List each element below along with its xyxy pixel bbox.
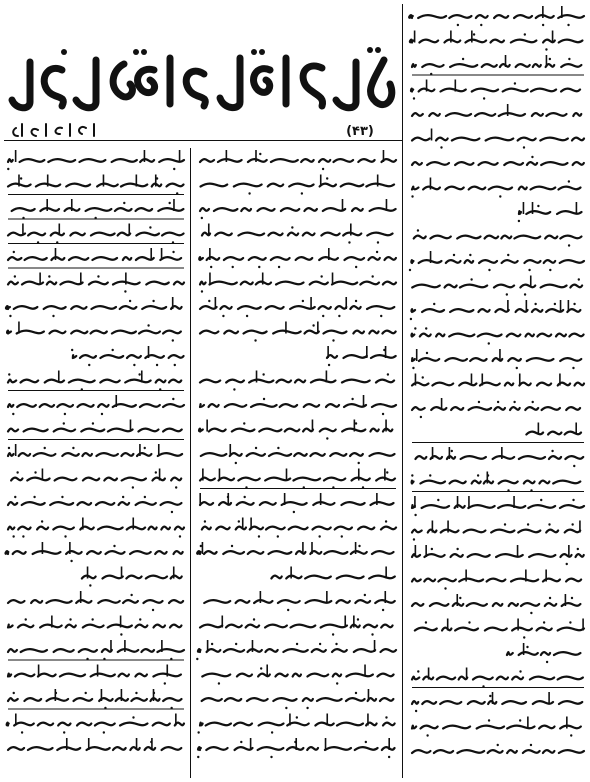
calligraphy-line: [412, 545, 584, 565]
calligraphy-line: [197, 738, 394, 758]
calligraphy-line: [411, 327, 583, 344]
calligraphy-line: [6, 297, 182, 317]
calligraphy-line: [412, 374, 584, 386]
calligraphy-line: [8, 199, 184, 219]
column-divider-left: [190, 148, 191, 778]
calligraphy-line: [410, 31, 583, 51]
calligraphy-line: [8, 640, 184, 660]
calligraphy-line: [201, 175, 394, 195]
page-number: (۴۳): [346, 124, 374, 139]
calligraphy-line: [200, 273, 396, 293]
calligraphy-line: [8, 224, 184, 244]
calligraphy-line: [8, 371, 184, 391]
calligraphy-line: [414, 229, 582, 246]
text-column-right: [408, 4, 586, 778]
calligraphy-line: [7, 714, 184, 734]
calligraphy-line: [8, 420, 184, 440]
calligraphy-line: [411, 472, 584, 492]
calligraphy-line: [201, 444, 395, 464]
calligraphy-line: [8, 665, 181, 685]
calligraphy-line: [7, 322, 181, 342]
calligraphy-line: [412, 55, 584, 75]
calligraphy-line: [202, 665, 393, 685]
calligraphy-line: [271, 567, 394, 579]
author-name-calligraphy: [8, 120, 98, 140]
calligraphy-line: [8, 496, 181, 513]
calligraphy-line: [7, 150, 184, 170]
calligraphy-line: [199, 248, 396, 268]
calligraphy-line: [8, 689, 184, 709]
calligraphy-line: [412, 398, 580, 418]
calligraphy-line: [8, 518, 184, 538]
calligraphy-line: [411, 80, 580, 100]
calligraphy-line: [200, 322, 396, 342]
calligraphy-line: [411, 178, 580, 198]
calligraphy-line: [8, 616, 181, 636]
calligraphy-line: [200, 616, 393, 636]
calligraphy-line: [410, 300, 581, 320]
calligraphy-line: [412, 423, 584, 443]
calligraphy-line: [327, 346, 396, 366]
calligraphy-line: [507, 643, 581, 663]
calligraphy-line: [202, 518, 396, 538]
calligraphy-line: [412, 521, 580, 541]
calligraphy-line: [8, 444, 182, 456]
calligraphy-line: [204, 591, 395, 611]
calligraphy-line: [8, 175, 184, 195]
calligraphy-line: [197, 542, 393, 554]
calligraphy-line: [199, 420, 392, 440]
calligraphy-line: [82, 567, 182, 587]
calligraphy-line: [409, 6, 584, 26]
calligraphy-line: [412, 570, 581, 590]
calligraphy-line: [412, 349, 581, 369]
calligraphy-line: [200, 150, 396, 170]
calligraphy-line: [202, 224, 393, 244]
calligraphy-line: [11, 469, 181, 489]
calligraphy-line: [412, 594, 580, 614]
column-divider-right: [402, 4, 403, 778]
calligraphy-line: [8, 273, 184, 293]
calligraphy-line: [412, 276, 582, 296]
calligraphy-line: [518, 202, 582, 222]
calligraphy-line: [412, 496, 584, 516]
calligraphy-line: [200, 395, 396, 415]
calligraphy-line: [8, 591, 183, 611]
calligraphy-line: [196, 640, 396, 660]
calligraphy-line: [200, 297, 394, 317]
calligraphy-line: [71, 346, 184, 366]
calligraphy-line: [412, 692, 582, 712]
calligraphy-line: [6, 542, 183, 562]
header-rule: [4, 140, 402, 141]
calligraphy-line: [197, 714, 394, 734]
calligraphy-line: [8, 395, 184, 415]
calligraphy-line: [200, 469, 396, 489]
calligraphy-line: [409, 251, 584, 271]
calligraphy-line: [412, 156, 584, 165]
calligraphy-line: [412, 668, 584, 688]
calligraphy-line: [200, 493, 393, 513]
calligraphy-line: [202, 689, 394, 709]
text-column-middle: [196, 148, 398, 778]
calligraphy-line: [412, 717, 581, 737]
calligraphy-line: [412, 129, 584, 149]
calligraphy-line: [8, 738, 181, 750]
book-title-calligraphy: [4, 40, 402, 114]
calligraphy-line: [200, 371, 394, 391]
calligraphy-line: [415, 619, 584, 639]
calligraphy-line: [412, 744, 584, 753]
calligraphy-line: [200, 199, 396, 219]
calligraphy-line: [415, 447, 583, 467]
calligraphy-line: [8, 248, 184, 268]
calligraphy-line: [412, 104, 581, 116]
text-column-left: [4, 148, 186, 778]
